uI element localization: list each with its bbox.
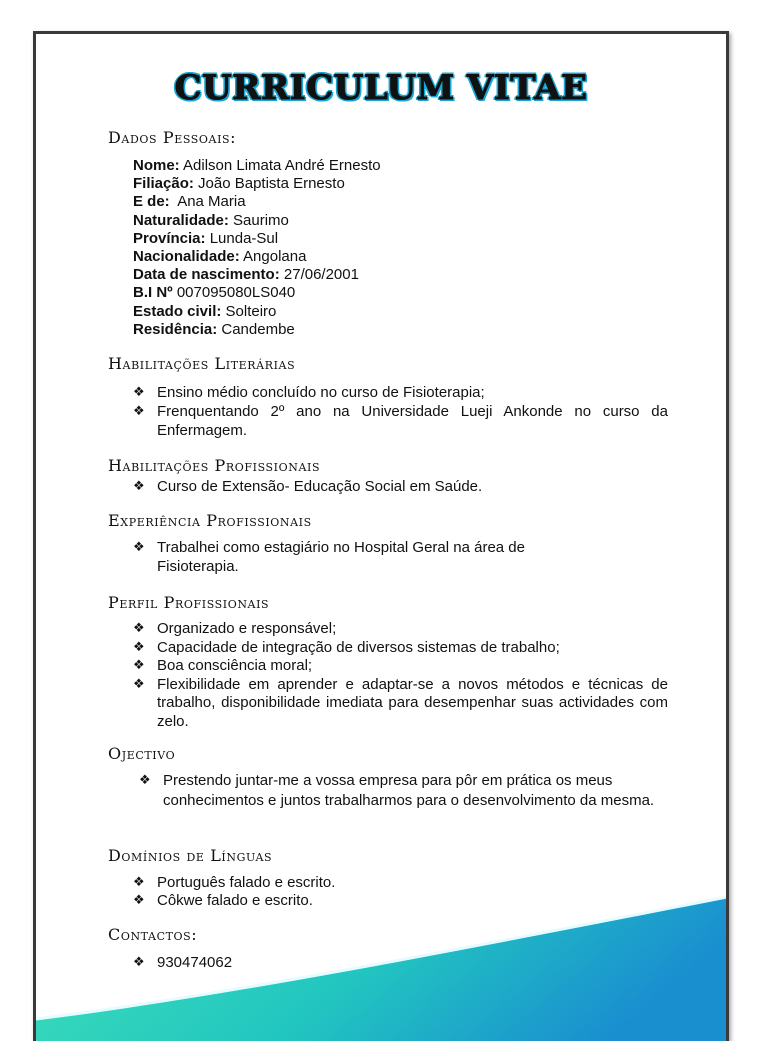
personal-row: Nacionalidade: Angolana — [133, 248, 307, 266]
personal-row: Naturalidade: Saurimo — [133, 211, 289, 229]
list-item: ❖ Capacidade de integração de diversos sistemas de trabalho; — [133, 638, 560, 656]
section-heading-objective: Ojectivo — [108, 744, 176, 763]
section-heading-professional-qualifications: Habilitações Profissionais — [108, 456, 321, 475]
contacts-list — [133, 953, 433, 972]
four-diamond-bullet-icon: ❖ — [133, 621, 145, 636]
personal-row: Filiação: João Baptista Ernesto — [133, 175, 345, 193]
four-diamond-bullet-icon: ❖ — [139, 773, 151, 788]
list-item: ❖ Flexibilidade em aprender e adaptar-se a novos métodos e técnicas de trabalho, disponibilidade imediata para desempenhar suas actividades com zelo. — [133, 675, 668, 730]
professional-qualifications-list — [133, 477, 668, 496]
four-diamond-bullet-icon: ❖ — [133, 955, 145, 970]
section-heading-languages: Domínios de Línguas — [108, 846, 273, 865]
list-item: ❖ Organizado e responsável; — [133, 620, 337, 637]
objective-list — [139, 771, 659, 811]
personal-row: Nome: Adilson Limata André Ernesto — [133, 157, 381, 174]
list-item: ❖ Ensino médio concluído no curso de Fisioterapia; — [133, 384, 485, 401]
list-item: ❖ Boa consciência moral; — [133, 657, 313, 674]
section-heading-literary: Habilitações Literárias — [108, 354, 296, 373]
list-item: ❖ Prestendo juntar-me a vossa empresa para pôr em prática os meus conhecimentos e juntos trabalharmos para o desenvolvimento da mesma. — [139, 772, 655, 809]
list-item: ❖ Português falado e escrito. — [133, 874, 336, 891]
four-diamond-bullet-icon: ❖ — [133, 404, 145, 419]
literary-list — [133, 383, 668, 440]
personal-row: B.I Nº 007095080LS040 — [133, 284, 296, 302]
personal-data-list — [133, 157, 653, 339]
four-diamond-bullet-icon: ❖ — [133, 676, 145, 692]
page-title: CURRICULUM VITAE — [174, 68, 588, 108]
four-diamond-bullet-icon: ❖ — [133, 893, 145, 908]
list-item: ❖ Trabalhei como estagiário no Hospital Geral na área de Fisioterapia. — [133, 539, 525, 575]
four-diamond-bullet-icon: ❖ — [133, 540, 145, 555]
four-diamond-bullet-icon: ❖ — [133, 479, 145, 494]
section-heading-profile: Perfil Profissionais — [108, 593, 270, 612]
list-item: ❖ Côkwe falado e escrito. — [133, 892, 313, 909]
list-item: ❖ Frenquentando 2º ano na Universidade Lueji Ankonde no curso da Enfermagem. — [133, 403, 668, 439]
personal-row: Estado civil: Solteiro — [133, 302, 277, 320]
section-heading-personal: Dados Pessoais: — [108, 128, 237, 147]
list-item — [133, 953, 433, 972]
section-heading-experience: Experiência Profissionais — [108, 511, 312, 530]
personal-row: Província: Lunda-Sul — [133, 229, 279, 247]
profile-list — [133, 620, 668, 731]
personal-row: E de: Ana Maria — [133, 193, 246, 211]
four-diamond-bullet-icon: ❖ — [133, 658, 145, 673]
section-heading-contacts: Contactos: — [108, 925, 198, 944]
languages-list — [133, 874, 668, 910]
experience-list — [133, 538, 573, 576]
four-diamond-bullet-icon: ❖ — [133, 639, 145, 655]
four-diamond-bullet-icon: ❖ — [133, 875, 145, 890]
personal-row: Data de nascimento: 27/06/2001 — [133, 266, 359, 284]
list-item: ❖ Curso de Extensão- Educação Social em Saúde. — [133, 478, 483, 495]
personal-row: Residência: Candembe — [133, 320, 295, 338]
phone-number: 930474062 — [157, 954, 233, 971]
four-diamond-bullet-icon: ❖ — [133, 385, 145, 400]
